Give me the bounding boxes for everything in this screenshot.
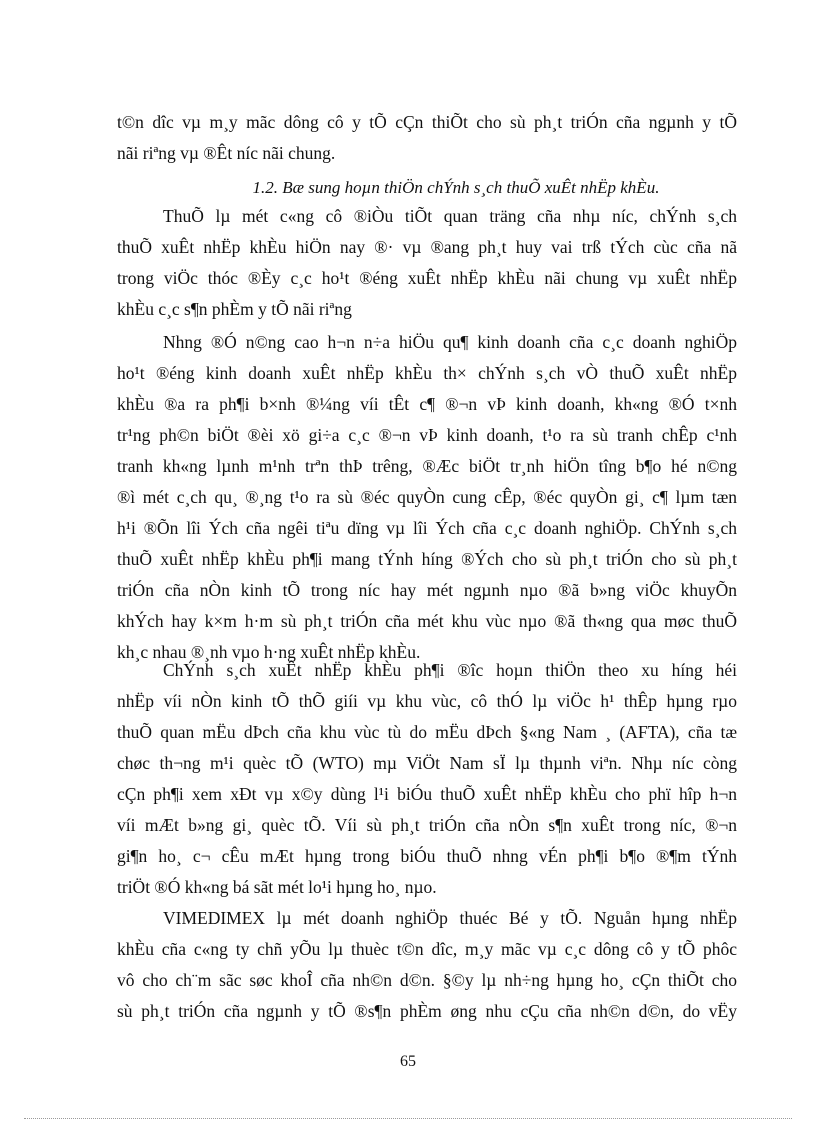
paragraph-integration — [117, 655, 737, 903]
text-line: khÈu c¸c s¶n phÈm y tÕ nãi riªng — [117, 299, 352, 319]
text-line: tr¹ng ph©n biÖt ®èi xö gi÷a c¸c ®¬n vÞ kinh doanh, t¹o ra sù tranh chÊp c¹nh — [117, 425, 737, 445]
text-line: tranh kh«ng lµnh m¹nh trªn thÞ trêng, ®Æc biÖt tr¸nh hiÖn tîng b¶o hé n©ng — [117, 456, 737, 476]
page-number: 65 — [400, 1053, 416, 1070]
section-heading-text: 1.2. Bæ sung hoµn thiÖn chÝnh s¸ch thuÕ xuÊt nhËp khÈu. — [252, 178, 660, 197]
text-line: khÈu cña c«ng ty chñ yÕu lµ thuèc t©n dîc, m¸y mãc vµ c¸c dông cô y tÕ phôc — [117, 939, 737, 959]
text-line: cÇn ph¶i xem xÐt vµ x©y dùng l¹i biÓu thuÕ xuÊt nhËp khÈu cho phï hîp h¬n — [117, 784, 737, 804]
text-line: thuÕ xuÊt nhËp khÈu hiÖn nay ®· vµ ®ang ph¸t huy vai trß tÝch cùc cña nã — [117, 237, 737, 257]
text-line: trong viÖc thóc ®Èy c¸c ho¹t ®éng xuÊt nhËp khÈu nãi chung vµ xuÊt nhËp — [117, 268, 737, 288]
text-line: khÝch hay k×m h·m sù ph¸t triÓn cña mét khu vùc nµo ®ã th«ng qua møc thuÕ — [117, 611, 737, 631]
text-line: gi¶n ho¸ c¬ cÊu mÆt hµng trong biÓu thuÕ nhng vÉn ph¶i b¶o ®¶m tÝnh — [117, 846, 737, 866]
text-line: chøc th¬ng m¹i quèc tÕ (WTO) mµ ViÖt Nam sÏ lµ thµnh viªn. Nhµ níc còng — [117, 753, 737, 773]
text-line: vô cho ch¨m sãc søc khoÎ cña nh©n d©n. §©y lµ nh÷ng hµng ho¸ cÇn thiÕt cho — [117, 970, 737, 990]
section-heading — [117, 172, 737, 203]
paragraph-tax-role — [117, 201, 737, 325]
paragraph-efficiency — [117, 327, 737, 668]
text-line: t©n dîc vµ m¸y mãc dông cô y tÕ cÇn thiÕt cho sù ph¸t triÓn cña ngµnh y tÕ — [117, 112, 737, 132]
paragraph-continuation — [117, 107, 737, 169]
text-line: ®ì mét c¸ch qu¸ ®¸ng t¹o ra sù ®éc quyÒn cung cÊp, ®éc quyÒn gi¸ c¶ lµm tæn — [117, 487, 737, 507]
text-line: thuÕ xuÊt nhËp khÈu ph¶i mang tÝnh híng ®Ých cho sù ph¸t triÓn cho sù ph¸t — [117, 549, 737, 569]
text-line: Nhng ®Ó n©ng cao h¬n n÷a hiÖu qu¶ kinh doanh cña c¸c doanh nghiÖp — [163, 332, 737, 352]
text-line: ChÝnh s¸ch xuÊt nhËp khÈu ph¶i ®îc hoµn thiÖn theo xu híng héi — [163, 660, 737, 680]
text-line: triÖt ®Ó kh«ng bá sãt mét lo¹i hµng ho¸ nµo. — [117, 877, 437, 897]
text-line: ThuÕ lµ mét c«ng cô ®iÒu tiÕt quan träng cña nhµ níc, chÝnh s¸ch — [163, 206, 737, 226]
footer-divider — [24, 1118, 792, 1119]
text-line: VIMEDIMEX lµ mét doanh nghiÖp thuéc Bé y tÕ. Nguån hµng nhËp — [163, 908, 737, 928]
text-line: sù ph¸t triÓn cña ngµnh y tÕ ®s¶n phÈm øng nhu cÇu cña nh©n d©n, do vËy — [117, 1001, 737, 1021]
text-line: kh¸c nhau ®¸nh vµo h·ng xuÊt nhËp khÈu. — [117, 642, 421, 662]
text-line: víi mÆt b»ng gi¸ quèc tÕ. Víi sù ph¸t triÓn cña nÒn s¶n xuÊt trong níc, ®¬n — [117, 815, 737, 835]
text-line: nãi riªng vµ ®Êt níc nãi chung. — [117, 143, 336, 163]
text-line: triÓn cña nÒn kinh tÕ trong níc hay mét ngµnh nµo ®ã b»ng viÖc khuyÕn — [117, 580, 737, 600]
text-line: khÈu ®a ra ph¶i b×nh ®¼ng víi tÊt c¶ ®¬n vÞ kinh doanh, kh«ng ®Ó t×nh — [117, 394, 737, 414]
text-line: nhËp víi nÒn kinh tÕ thÕ giíi vµ khu vùc, cô thÓ lµ viÖc h¹ thÊp hµng rµo — [117, 691, 737, 711]
text-line: ho¹t ®éng kinh doanh xuÊt nhËp khÈu th× chÝnh s¸ch vÒ thuÕ xuÊt nhËp — [117, 363, 737, 383]
text-line: thuÕ quan mËu dÞch cña khu vùc tù do mËu dÞch §«ng Nam ¸ (AFTA), cña tæ — [117, 722, 737, 742]
text-line: h¹i ®Õn lîi Ých cña ngêi tiªu dïng vµ lîi Ých cña c¸c doanh nghiÖp. ChÝnh s¸ch — [117, 518, 737, 538]
paragraph-vimedimex — [117, 903, 737, 1027]
